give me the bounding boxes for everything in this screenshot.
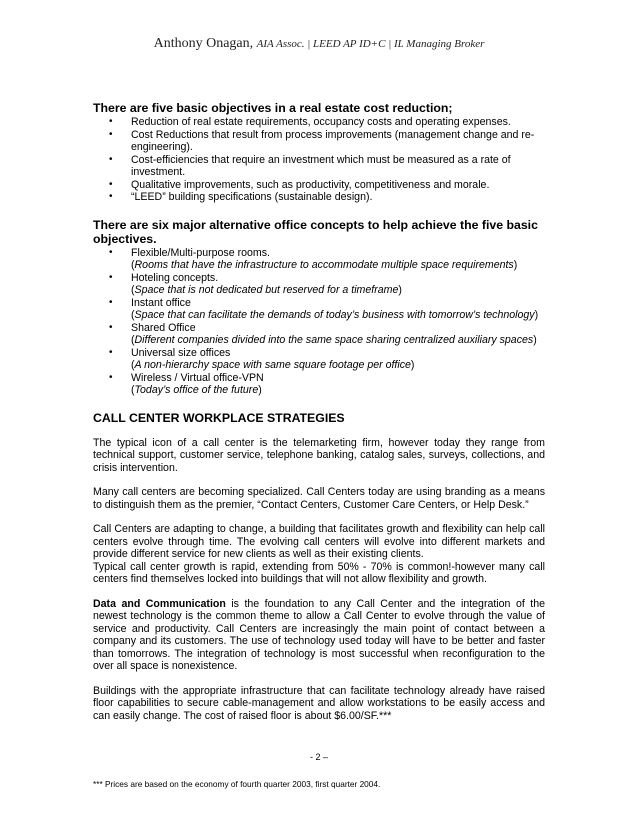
- bold-lead: Data and Communication: [93, 597, 226, 610]
- author-credentials: AIA Assoc. | LEED AP ID+C | IL Managing Broker: [256, 38, 485, 50]
- page-header: [0, 36, 638, 52]
- objectives-list: [93, 116, 545, 204]
- concept-title: Hoteling concepts.: [131, 271, 219, 284]
- concept-description: (Different companies divided into the same space sharing centralized auxiliary spaces): [131, 334, 537, 346]
- list-item: • Reduction of real estate requirements, occupancy costs and operating expenses.: [131, 116, 545, 129]
- concept-description: (Rooms that have the infrastructure to accommodate multiple space requirements): [131, 259, 518, 271]
- paragraph: Many call centers are becoming specialized. Call Centers today are using branding as a means to distinguish them as the premier, “Contact Centers, Customer Care Centers, or Help Desk.”: [93, 486, 545, 511]
- paragraph: The typical icon of a call center is the telemarketing firm, however today they range from technical support, customer service, telephone banking, catalog sales, surveys, collections, and crisis intervention.: [93, 436, 545, 474]
- footnote: *** Prices are based on the economy of fourth quarter 2003, first quarter 2004.: [93, 779, 381, 789]
- call-center-heading: CALL CENTER WORKPLACE STRATEGIES: [93, 410, 345, 425]
- list-item: • Cost-efficiencies that require an investment which must be measured as a rate of investment.: [131, 154, 545, 179]
- list-item: [131, 247, 545, 272]
- list-item: • “LEED” building specifications (sustainable design).: [131, 191, 545, 204]
- author-name: Anthony Onagan,: [153, 36, 254, 51]
- office-concepts-heading: There are six major alternative office concepts to help achieve the five basic objectives.: [93, 217, 538, 246]
- concept-title: Instant office: [131, 296, 191, 309]
- office-concepts-list: [93, 247, 545, 397]
- concept-description: (Space that is not dedicated but reserved for a timeframe): [131, 284, 402, 296]
- concept-description: (Space that can facilitate the demands of today’s business with tomorrow’s technology): [131, 309, 539, 321]
- page-number: - 2 –: [309, 752, 328, 762]
- list-item: [131, 272, 545, 297]
- objectives-heading: There are five basic objectives in a real estate cost reduction;: [93, 101, 453, 115]
- paragraph: Typical call center growth is rapid, extending from 50% - 70% is common!-however many call centers find themselves locked into buildings that will not allow flexibility and growth.: [93, 560, 545, 585]
- list-item: [131, 322, 545, 347]
- paragraph: Buildings with the appropriate infrastructure that can facilitate technology already have raised floor capabilities to secure cable-management and allow workstations to be easily access and can easily change. The cost of raised floor is about $6.00/SF.***: [93, 684, 545, 722]
- concept-title: Flexible/Multi-purpose rooms.: [131, 246, 270, 259]
- paragraph: Call Centers are adapting to change, a building that facilitates growth and flexibility can help call centers evolve through time. The evolving call centers will evolve into different markets and provide different service for new clients as well as their existing clients.: [93, 523, 545, 560]
- paragraph: Data and Communication is the foundation to any Call Center and the integration of the newest technology is the common theme to allow a Call Center to evolve through the value of service and productivity. Call Centers are increasingly the main point of contact between a company and its customers. The use of technology used today will have to be better and faster than tomorrows. The integration of technology is most successful when reconfiguration to the over all space is nonexistence.: [93, 597, 545, 672]
- list-item: • Qualitative improvements, such as productivity, competitiveness and morale.: [131, 179, 545, 192]
- list-item: [131, 372, 545, 397]
- concept-title: Shared Office: [131, 321, 196, 334]
- list-item: • Cost Reductions that result from process improvements (management change and re-engineering).: [131, 129, 545, 154]
- document-body: [93, 101, 545, 722]
- list-item: [131, 347, 545, 372]
- concept-title: Wireless / Virtual office-VPN: [131, 371, 264, 384]
- concept-title: Universal size offices: [131, 346, 231, 359]
- concept-description: (Today’s office of the future): [131, 384, 262, 396]
- list-item: [131, 297, 545, 322]
- concept-description: (A non-hierarchy space with same square footage per office): [131, 359, 415, 371]
